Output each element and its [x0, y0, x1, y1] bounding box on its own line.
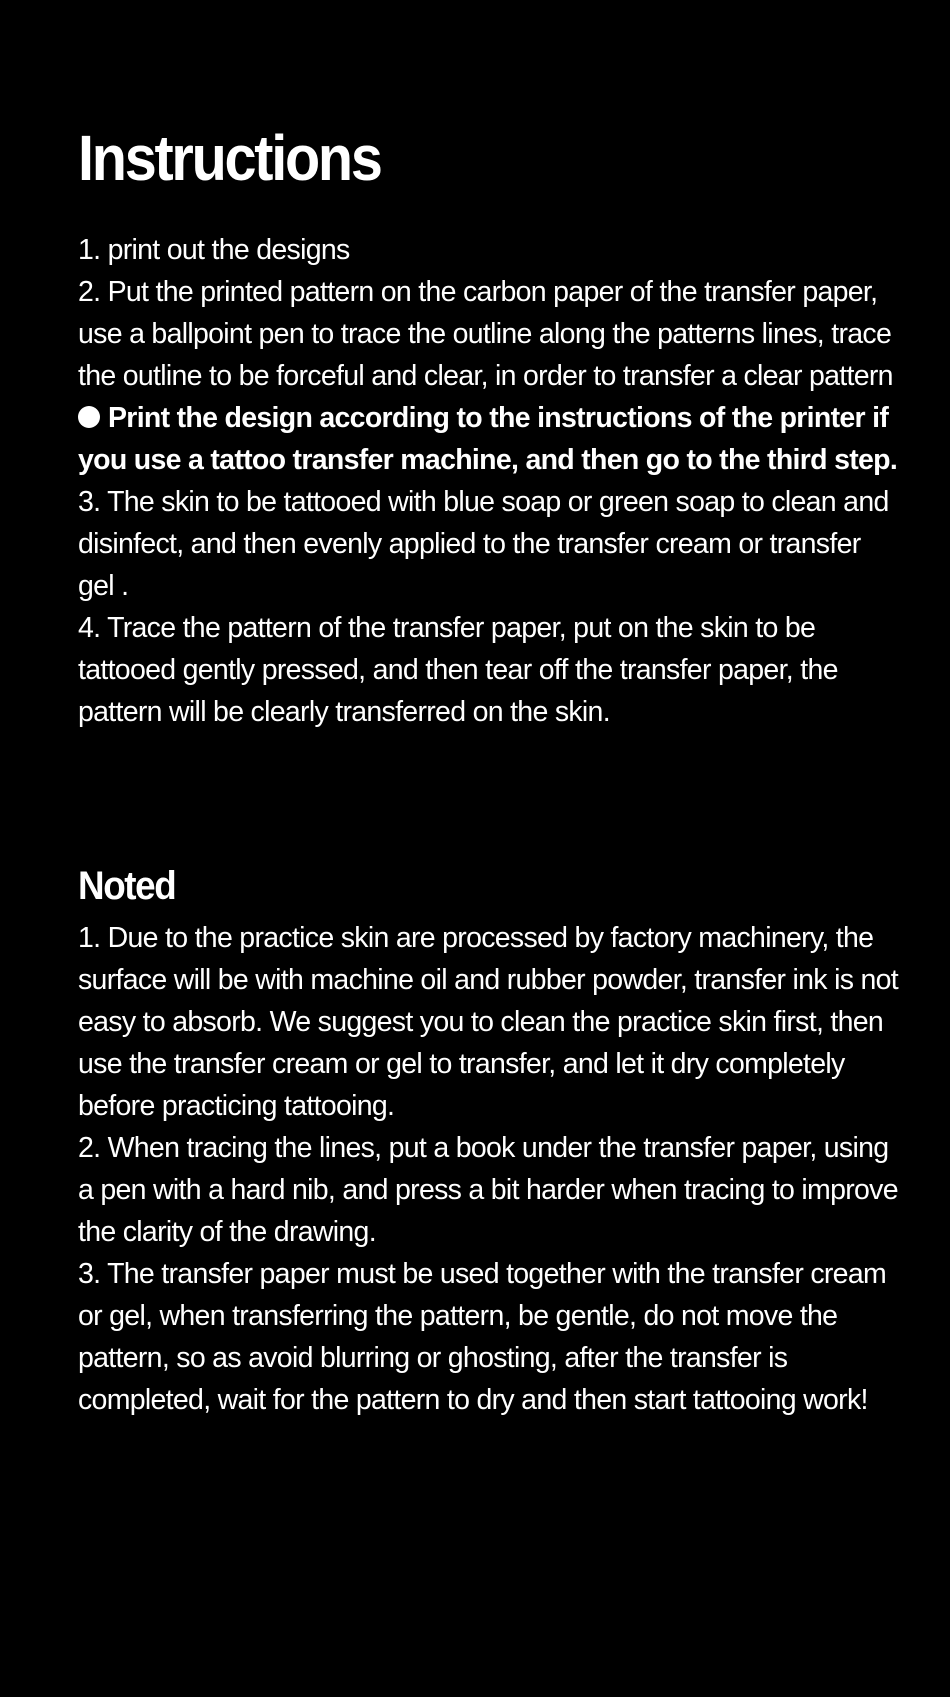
noted-list	[78, 917, 898, 1421]
bullet-icon	[78, 406, 100, 428]
instructions-list	[78, 229, 898, 733]
noted-item-2: 2. When tracing the lines, put a book under the transfer paper, using a pen with a hard nib, and press a bit harder when tracing to improve the clarity of the drawing.	[78, 1132, 898, 1248]
instruction-step-3: 3. The skin to be tattooed with blue soap or green soap to clean and disinfect, and then evenly applied to the transfer cream or transfer gel .	[78, 486, 889, 602]
instruction-step-1: 1. print out the designs	[78, 234, 350, 266]
noted-item-3: 3. The transfer paper must be used together with the transfer cream or gel, when transferring the pattern, be gentle, do not move the pattern, so as avoid blurring or ghosting, after the transfer is completed, wait for the pattern to dry and then start tattooing work!	[78, 1258, 887, 1416]
instruction-step-2: 2. Put the printed pattern on the carbon paper of the transfer paper, use a ballpoint pen to trace the outline along the patterns lines, trace the outline to be forceful and clear, in order to transfer a clear pattern	[78, 276, 893, 392]
noted-heading: Noted	[78, 864, 176, 908]
transfer-machine-note-text: Print the design according to the instructions of the printer if you use a tattoo transfer machine, and then go to the third step.	[78, 402, 898, 476]
transfer-machine-note	[78, 397, 898, 481]
noted-item-1: 1. Due to the practice skin are processed by factory machinery, the surface will be with machine oil and rubber powder, transfer ink is not easy to absorb. We suggest you to clean the practice skin first, then use the transfer cream or gel to transfer, and let it dry completely before practicing tattooing.	[78, 922, 898, 1122]
instruction-step-4: 4. Trace the pattern of the transfer paper, put on the skin to be tattooed gently pressed, and then tear off the transfer paper, the pattern will be clearly transferred on the skin.	[78, 612, 838, 728]
instructions-title: Instructions	[78, 122, 381, 194]
